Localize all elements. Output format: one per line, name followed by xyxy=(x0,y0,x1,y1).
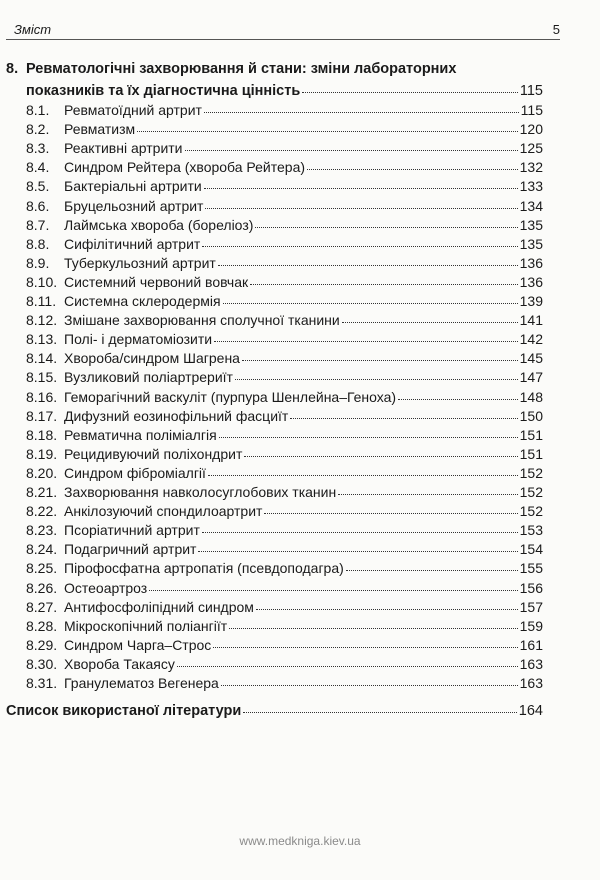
toc-entry-label: Подагричний артрит xyxy=(64,541,197,558)
toc-entry-page: 159 xyxy=(519,617,543,634)
toc-entry-row[interactable] xyxy=(26,654,543,672)
toc-entry-page: 120 xyxy=(519,121,543,138)
toc-entry-label: Ревматоїдний артрит xyxy=(64,102,202,118)
toc-entry-number: 8.26. xyxy=(26,579,58,596)
dot-leader xyxy=(242,346,518,361)
toc-entry-number: 8.13. xyxy=(26,331,58,348)
dot-leader xyxy=(290,404,517,419)
toc-entry-page: 141 xyxy=(519,312,543,329)
toc-entry-row[interactable] xyxy=(26,616,543,634)
toc-entry-label: Змішане захворювання сполучної тканини xyxy=(64,312,340,329)
toc-entry-number: 8.31. xyxy=(26,675,58,691)
toc-entry-row[interactable] xyxy=(26,463,543,481)
dot-leader xyxy=(346,556,518,571)
chapter-title-line2: показників та їх діагностична цінність xyxy=(26,83,301,99)
dot-leader xyxy=(202,518,518,533)
toc-entry-row[interactable] xyxy=(26,310,543,328)
toc-entry-label: Дифузний еозинофільний фасциїт xyxy=(64,407,289,424)
toc-entry-row[interactable] xyxy=(26,444,543,462)
toc-entry-number: 8.18. xyxy=(26,426,58,443)
dot-leader xyxy=(398,385,518,400)
toc-entry-number: 8.6. xyxy=(26,197,50,214)
dot-leader xyxy=(137,117,517,132)
dot-leader xyxy=(243,698,517,713)
toc-entry-number: 8.14. xyxy=(26,350,58,367)
toc-entry-label: Псоріатичний артрит xyxy=(64,522,200,539)
toc-entry-number: 8.1. xyxy=(26,102,50,118)
toc-entry-number: 8.20. xyxy=(26,464,58,481)
toc-entry-label: Бруцельозний артрит xyxy=(64,197,204,214)
toc-entry-label: Синдром фіброміалгії xyxy=(64,464,206,481)
toc-entry-row[interactable] xyxy=(26,196,543,214)
toc-entry-label: Геморагічний васкуліт (пурпура Шенлейна–Геноха) xyxy=(64,388,397,405)
toc-entry-page: 151 xyxy=(519,445,543,462)
toc-entry-number: 8.10. xyxy=(26,273,58,290)
toc-entry-row[interactable] xyxy=(26,597,543,615)
toc-entry-page: 136 xyxy=(519,273,543,290)
dot-leader xyxy=(213,633,517,648)
toc-entry-label: Рецидивуючий поліхондрит xyxy=(64,445,243,462)
toc-entry-page: 161 xyxy=(519,636,543,653)
toc-entry-label: Ревматична поліміалгія xyxy=(64,426,217,443)
toc-entry-row[interactable] xyxy=(26,367,543,385)
toc-entry-page: 152 xyxy=(519,503,543,520)
toc-entry-label: Сифілітичний артрит xyxy=(64,235,201,252)
toc-entry-row[interactable] xyxy=(26,348,543,366)
toc-entry-row[interactable] xyxy=(26,425,543,443)
toc-entry-number: 8.15. xyxy=(26,369,58,386)
toc-entry-page: 134 xyxy=(519,197,543,214)
toc-entry-label: Синдром Рейтера (хвороба Рейтера) xyxy=(64,159,306,176)
bibliography-row[interactable] xyxy=(6,700,543,718)
toc-entry-page: 148 xyxy=(519,388,543,405)
toc-entry-number: 8.12. xyxy=(26,312,58,329)
toc-entry-row[interactable] xyxy=(26,501,543,519)
toc-entry-page: 142 xyxy=(519,331,543,348)
toc-entry-number: 8.5. xyxy=(26,178,50,195)
toc-entry-label: Вузликовий поліартрериїт xyxy=(64,369,233,386)
toc-entry-label: Лаймська хвороба (бореліоз) xyxy=(64,216,254,233)
toc-entry-number: 8.2. xyxy=(26,121,50,138)
toc-entry-row[interactable] xyxy=(26,100,543,118)
toc-entry-row[interactable] xyxy=(26,520,543,538)
toc-entry-row[interactable] xyxy=(26,558,543,576)
toc-entry-number: 8.7. xyxy=(26,216,50,233)
toc-entry-page: 154 xyxy=(519,541,543,558)
toc-entry-number: 8.30. xyxy=(26,655,58,672)
dot-leader xyxy=(221,671,518,686)
toc-entry-page: 151 xyxy=(519,426,543,443)
dot-leader xyxy=(205,194,517,209)
toc-entry-page: 133 xyxy=(519,178,543,195)
toc-entry-row[interactable] xyxy=(26,176,543,194)
toc-entry-row[interactable] xyxy=(26,578,543,596)
toc-entry-number: 8.11. xyxy=(26,293,57,309)
toc-entry-label: Хвороба Такаясу xyxy=(64,655,175,672)
toc-entry-page: 115 xyxy=(520,102,543,118)
toc-entry-page: 125 xyxy=(519,140,543,157)
toc-entry-label: Пірофосфатна артропатія (псевдоподагра) xyxy=(64,560,344,577)
chapter-title-line1: Ревматологічні захворювання й стани: зміни лабораторних xyxy=(26,61,457,77)
dot-leader xyxy=(342,308,518,323)
dot-leader xyxy=(185,136,518,151)
dot-leader xyxy=(219,423,518,438)
toc-entry-page: 152 xyxy=(519,484,543,500)
toc-entry-row[interactable] xyxy=(26,272,543,290)
toc-entry-label: Хвороба/синдром Шагрена xyxy=(64,350,240,367)
toc-entry-row[interactable] xyxy=(26,635,543,653)
toc-entry-row[interactable] xyxy=(26,406,543,424)
toc-entry-number: 8.22. xyxy=(26,503,58,520)
toc-entry-page: 155 xyxy=(519,560,543,577)
toc-entry-row[interactable] xyxy=(26,539,543,557)
toc-entry-row[interactable] xyxy=(26,291,543,309)
toc-entry-page: 156 xyxy=(519,579,543,596)
toc-entry-label: Туберкульозний артрит xyxy=(64,254,216,271)
toc-entry-number: 8.16. xyxy=(26,388,58,405)
dot-leader xyxy=(338,480,517,495)
dot-leader xyxy=(204,174,518,189)
toc-entry-page: 145 xyxy=(519,350,543,367)
dot-leader xyxy=(198,537,517,552)
toc-entry-number: 8.25. xyxy=(26,560,58,577)
toc-entry-page: 150 xyxy=(519,407,543,424)
toc-entry-label: Реактивні артрити xyxy=(64,140,183,157)
toc-entry-page: 152 xyxy=(519,464,543,481)
toc-entry-label: Системна склеродермія xyxy=(64,293,221,309)
bibliography-label: Список використаної літератури xyxy=(6,703,242,719)
toc-entry-page: 163 xyxy=(519,675,543,691)
chapter-page: 115 xyxy=(519,83,543,99)
page-header xyxy=(0,22,560,42)
dot-leader xyxy=(214,327,518,342)
toc-entry-number: 8.19. xyxy=(26,445,58,462)
dot-leader xyxy=(208,461,518,476)
toc-entry-page: 153 xyxy=(519,522,543,539)
toc-entry-row[interactable] xyxy=(26,157,543,175)
toc-entry-number: 8.29. xyxy=(26,636,58,653)
toc-entry-page: 132 xyxy=(519,159,543,176)
dot-leader xyxy=(264,499,517,514)
toc-entry-page: 136 xyxy=(519,254,543,271)
toc-entry-label: Остеоартроз xyxy=(64,579,148,596)
toc-entry-page: 157 xyxy=(519,598,543,615)
bibliography-page: 164 xyxy=(518,703,543,719)
toc-entry-number: 8.27. xyxy=(26,598,58,615)
toc-entry-number: 8.4. xyxy=(26,159,50,176)
dot-leader xyxy=(244,442,517,457)
dot-leader xyxy=(204,98,519,113)
toc-entry-label: Системний червоний вовчак xyxy=(64,273,249,290)
dot-leader xyxy=(307,155,518,170)
toc-entry-label: Ревматизм xyxy=(64,121,136,138)
toc-entry-label: Антифосфоліпідний синдром xyxy=(64,598,254,615)
toc-entry-row[interactable] xyxy=(26,119,543,137)
header-page-number: 5 xyxy=(552,22,560,37)
toc-entry-number: 8.3. xyxy=(26,140,50,157)
toc-entry-number: 8.17. xyxy=(26,407,58,424)
toc-entry-page: 135 xyxy=(519,216,543,233)
toc-entry-label: Анкілозуючий спондилоартрит xyxy=(64,503,263,520)
dot-leader xyxy=(177,652,518,667)
dot-leader xyxy=(149,576,517,591)
footer-url: www.medkniga.kiev.ua xyxy=(239,834,361,848)
toc-entry-label: Синдром Чарга–Строс xyxy=(64,636,212,653)
dot-leader xyxy=(229,614,517,629)
chapter-title-row[interactable] xyxy=(26,80,543,98)
header-title: Зміст xyxy=(14,22,52,37)
toc-entry-label: Гранулематоз Вегенера xyxy=(64,675,219,691)
dot-leader xyxy=(255,213,517,228)
toc-entry-page: 139 xyxy=(519,293,543,309)
dot-leader xyxy=(256,595,518,610)
toc-entry-row[interactable] xyxy=(26,253,543,271)
dot-leader xyxy=(223,289,518,304)
dot-leader xyxy=(202,232,517,247)
dot-leader xyxy=(235,365,518,380)
toc-entry-row[interactable] xyxy=(26,482,543,500)
dot-leader xyxy=(302,78,518,93)
toc-entry-page: 163 xyxy=(519,655,543,672)
toc-entry-label: Мікроскопічний поліангіїт xyxy=(64,617,228,634)
toc-entry-label: Полі- і дерматоміозити xyxy=(64,331,213,348)
toc-entry-number: 8.9. xyxy=(26,254,50,271)
chapter-number: 8. xyxy=(6,61,19,77)
toc-entry-number: 8.21. xyxy=(26,484,58,500)
toc-entry-label: Захворювання навколосуглобових тканин xyxy=(64,484,337,500)
toc-entry-row[interactable] xyxy=(26,329,543,347)
toc-entry-row[interactable] xyxy=(26,138,543,156)
toc-entry-row[interactable] xyxy=(26,673,543,691)
toc-entry-page: 147 xyxy=(519,369,543,386)
toc-entry-row[interactable] xyxy=(26,215,543,233)
toc-entry-number: 8.8. xyxy=(26,235,50,252)
header-rule xyxy=(6,39,560,40)
toc-entry-number: 8.23. xyxy=(26,522,58,539)
toc-entry-number: 8.24. xyxy=(26,541,58,558)
dot-leader xyxy=(250,270,518,285)
toc-entry-row[interactable] xyxy=(26,234,543,252)
toc-entry-number: 8.28. xyxy=(26,617,58,634)
toc-entry-row[interactable] xyxy=(26,387,543,405)
toc-entry-page: 135 xyxy=(519,235,543,252)
dot-leader xyxy=(218,251,518,266)
toc-entry-label: Бактеріальні артрити xyxy=(64,178,202,195)
